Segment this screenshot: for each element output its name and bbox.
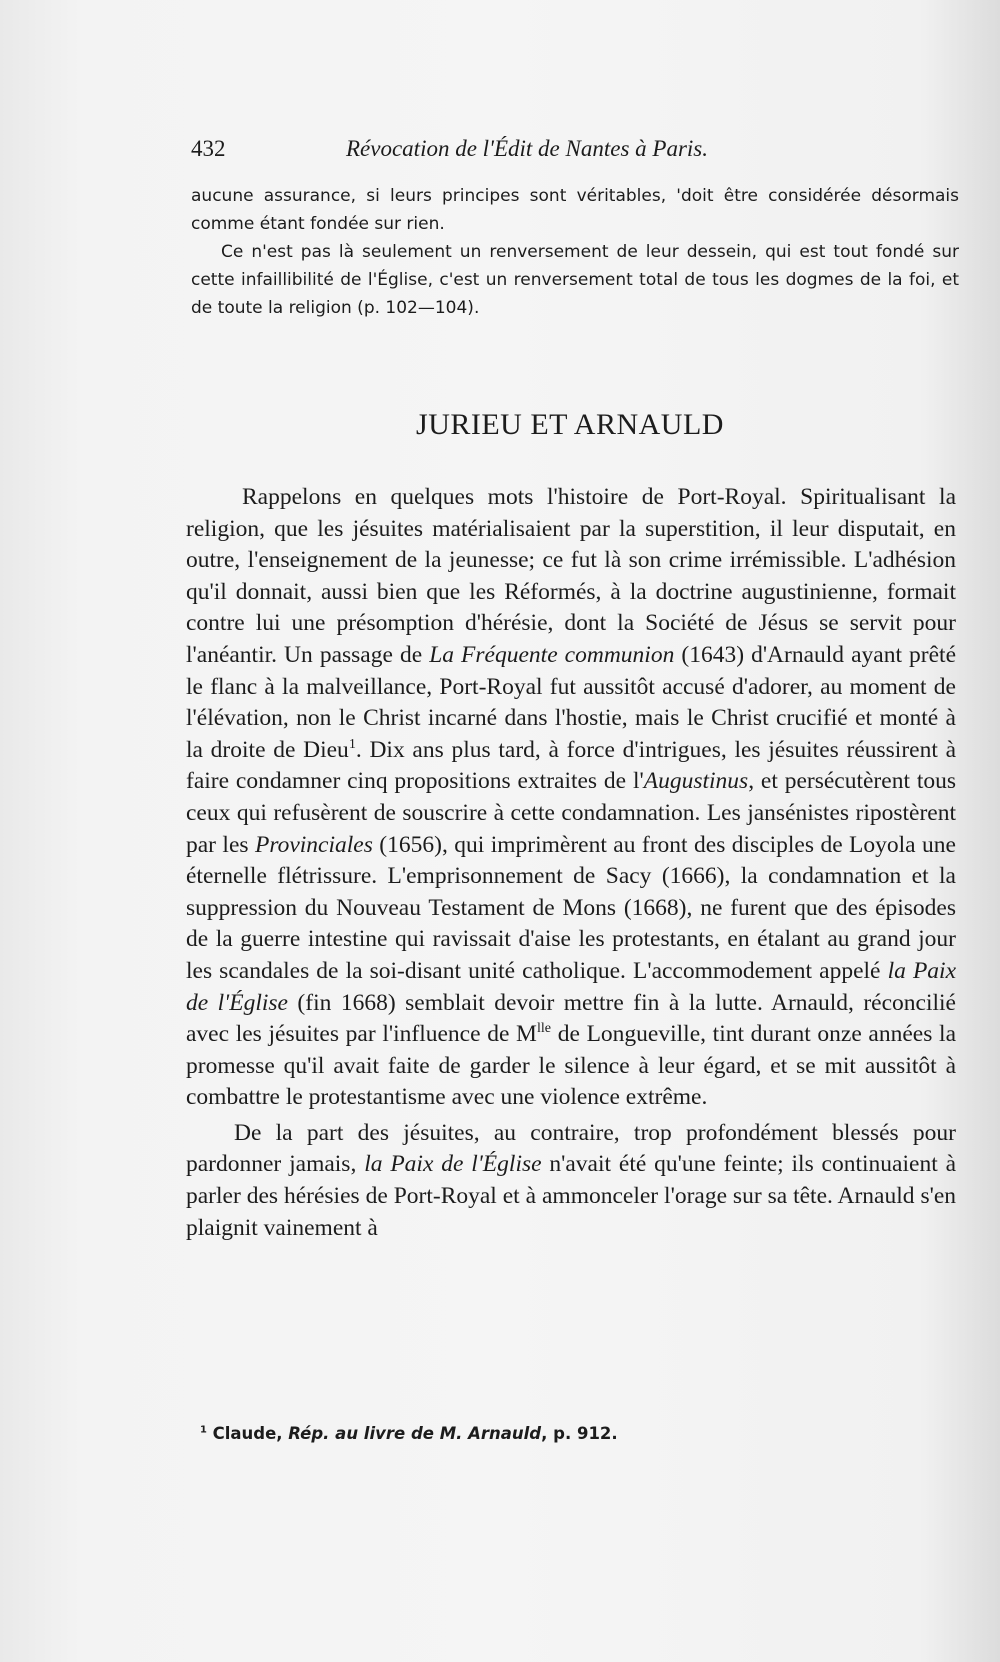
footnote-marker: 1 bbox=[200, 1424, 207, 1436]
page-header bbox=[191, 136, 803, 170]
book-title: la Paix de l'Église bbox=[364, 1151, 542, 1178]
quoted-paragraph: aucune assurance, si leurs principes sont véritables, 'doit être considérée désormais comme étant fondée sur rien. bbox=[191, 186, 959, 234]
footnote bbox=[200, 1424, 960, 1443]
book-title: Provinciales bbox=[254, 831, 373, 858]
footnote-text: Claude, bbox=[206, 1424, 289, 1443]
text-run: (1656), qui imprimèrent au front des disciples de Loyola une éternelle flétrissure. L'emprisonnement de Sacy (1666), la condamnation et la suppression du Nouveau Testament de Mons (1668), ne furent que des épisodes de la guerre intestine qui ravissait d'aise les protestants, en étalant au grand jour les scandales de la soi-disant unité catholique. L'accommodement appelé bbox=[186, 831, 956, 984]
section-title: JURIEU ET ARNAULD bbox=[416, 408, 724, 441]
text-run: Rappelons en quelques mots l'histoire de Port-Royal. Spiritualisant la religion, que les jésuites matérialisaient par la superstition, il leur disputait, en outre, l'enseignement de la jeunesse; ce fut là son crime irrémissible. L'adhésion qu'il donnait, aussi bien que les Réformés, à la doctrine augustinienne, formait contre lui une présomption d'hérésie, dont la Société de Jésus se servit pour l'anéantir. Un passage de bbox=[186, 484, 956, 668]
book-title: Augustinus bbox=[643, 768, 749, 795]
quoted-passage bbox=[191, 182, 959, 322]
body-text bbox=[186, 482, 956, 1244]
text-run: de Longueville, tint durant onze années la promesse qu'il avait faite de garder le silence à leur égard, et se mit aussitôt à combattre le protestantisme avec une violence extrême. bbox=[186, 1021, 956, 1111]
body-paragraph bbox=[186, 482, 956, 1114]
running-title: Révocation de l'Édit de Nantes à Paris. bbox=[346, 136, 708, 161]
book-title: La Fréquente communion bbox=[429, 641, 675, 668]
text-run: , et persécutèrent tous ceux qui refusèrent de souscrire à cette condamnation. Les jansénistes ripostèrent par les bbox=[186, 768, 956, 858]
text-run: n'avait été qu'une feinte; ils continuaient à parler des hérésies de Port-Royal et à ammonceler l'orage sur sa tête. Arnauld s'en plaignit vainement à bbox=[186, 1151, 956, 1241]
text-run: (1643) d'Arnauld ayant prêté le flanc à la malveillance, Port-Royal fut aussitôt accusé d'adorer, au moment de l'élévation, non le Christ incarné dans l'hostie, mais le Christ crucifié et monté à la droite de Dieu bbox=[186, 641, 957, 763]
page-number: 432 bbox=[191, 136, 226, 161]
book-title: la Paix de l'Église bbox=[186, 957, 957, 1016]
footnote-text: , p. 912. bbox=[541, 1424, 618, 1443]
footnote-reference: 1 bbox=[348, 735, 356, 752]
footnote-book-title: Rép. au livre de M. Arnauld bbox=[288, 1424, 542, 1443]
body-paragraph bbox=[186, 1118, 956, 1244]
text-run: De la part des jésuites, au contraire, trop profondément blessés pour pardonner jamais, bbox=[186, 1119, 956, 1178]
quoted-paragraph: Ce n'est pas là seulement un renversement de leur dessein, qui est tout fondé sur cette infaillibilité de l'Église, c'est un renversement total de tous les dogmes de la foi, et de toute la religion (p. 102—104). bbox=[191, 242, 959, 318]
superscript: lle bbox=[536, 1020, 552, 1037]
text-run: (fin 1668) semblait devoir mettre fin à la lutte. Arnauld, réconcilié avec les jésuites par l'influence de M bbox=[186, 989, 956, 1048]
text-run: . Dix ans plus tard, à force d'intrigues, les jésuites réussirent à faire condamner cinq propositions extraites de l' bbox=[186, 736, 957, 795]
